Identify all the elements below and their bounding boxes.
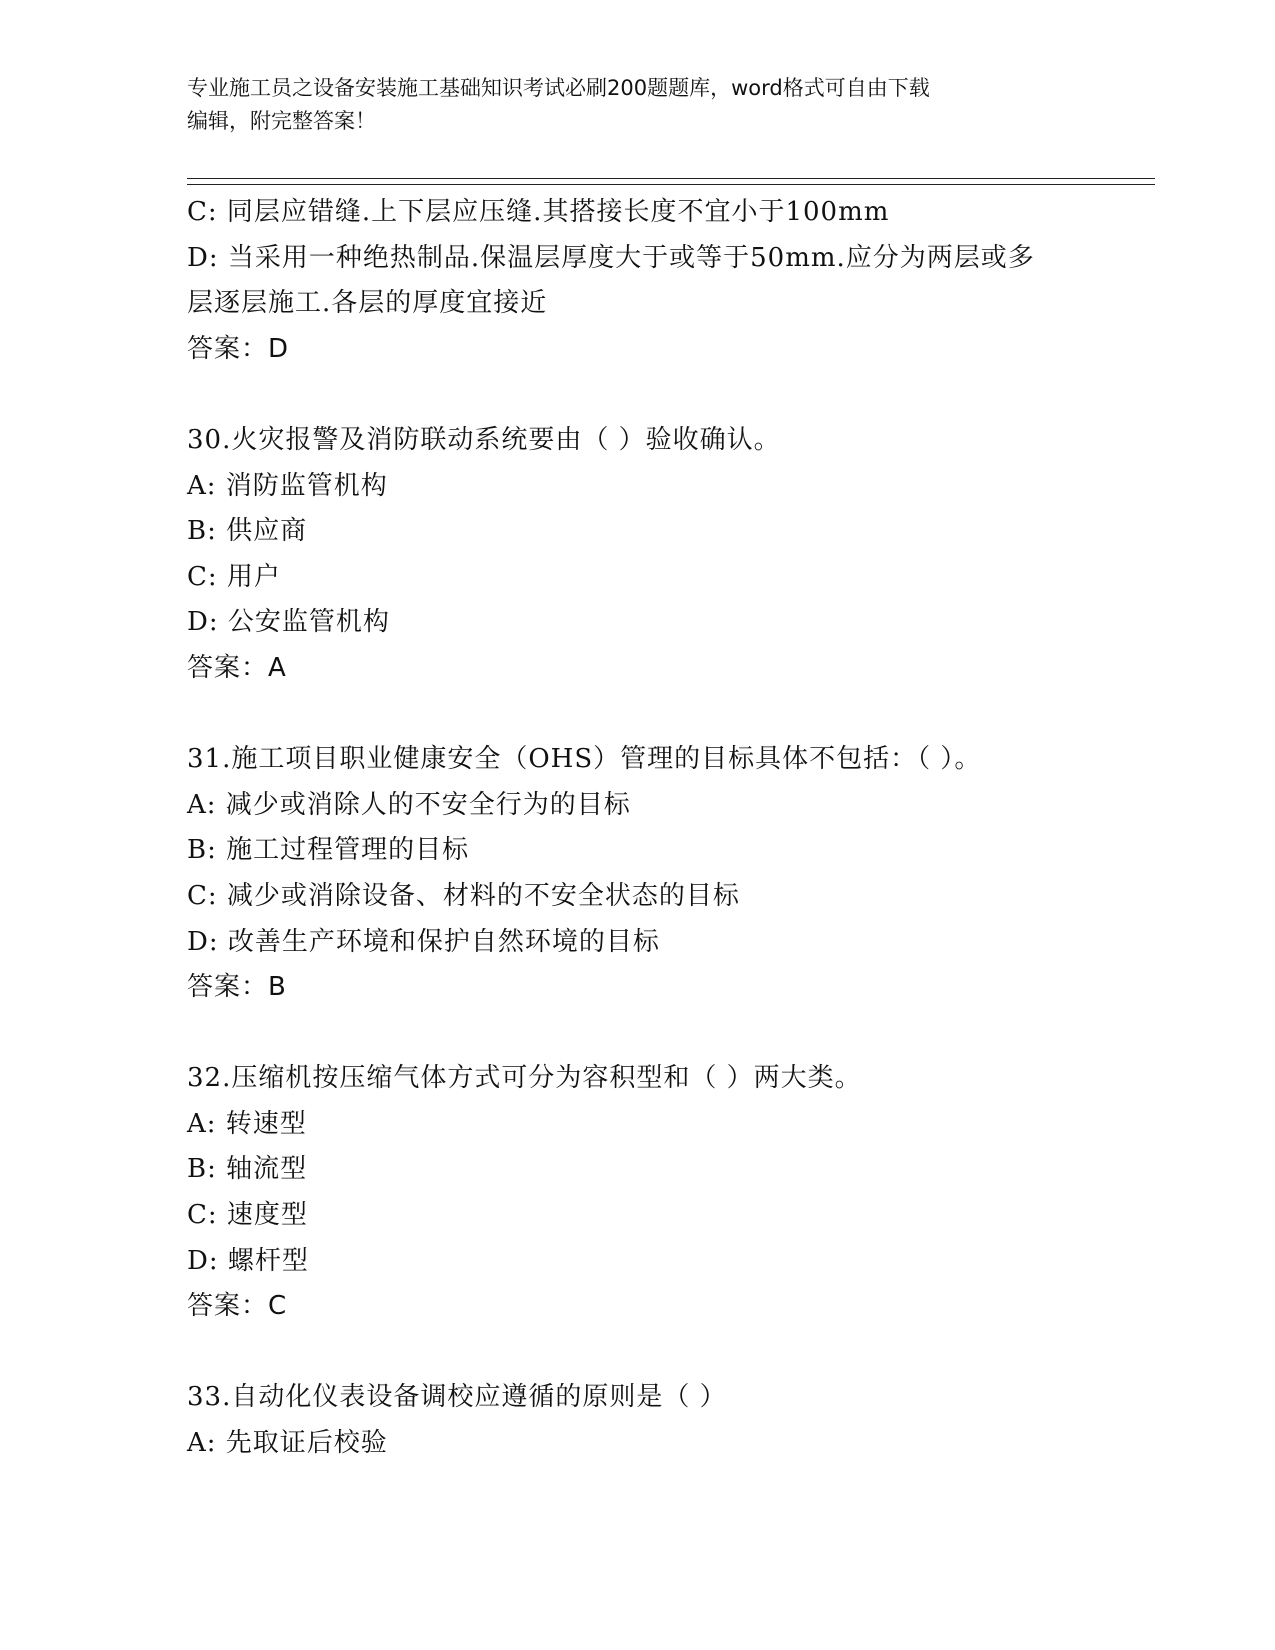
option-c: C: 速度型 — [187, 1200, 308, 1231]
option-c: C: 减少或消除设备、材料的不安全状态的目标 — [187, 880, 740, 911]
spacer — [187, 372, 1137, 418]
header-title-line-2: 编辑，附完整答案！ — [187, 109, 376, 133]
option-a: A: 消防监管机构 — [187, 470, 388, 501]
answer: 答案：B — [187, 972, 287, 1003]
question-content — [187, 190, 1137, 1467]
answer: 答案：D — [187, 333, 290, 364]
question-32 — [187, 1056, 1137, 1330]
question-stem: 33.自动化仪表设备调校应遵循的原则是（ ） — [187, 1382, 727, 1413]
question-stem: 31.施工项目职业健康安全（OHS）管理的目标具体不包括：（ ）。 — [187, 744, 982, 775]
answer: 答案：C — [187, 1291, 288, 1322]
option-a: A: 先取证后校验 — [187, 1428, 388, 1459]
option-c: C: 用户 — [187, 561, 281, 592]
answer: 答案：A — [187, 652, 287, 683]
option-d: D: 改善生产环境和保护自然环境的目标 — [187, 926, 660, 957]
option-d-continued: 层逐层施工.各层的厚度宜接近 — [187, 288, 548, 319]
question-30 — [187, 418, 1137, 692]
option-a: A: 转速型 — [187, 1108, 307, 1139]
option-c: C: 同层应错缝.上下层应压缝.其搭接长度不宜小于100mm — [187, 197, 890, 227]
spacer — [187, 1330, 1137, 1376]
header-divider-bottom — [187, 184, 1155, 185]
header-divider-top — [187, 178, 1155, 179]
spacer — [187, 1011, 1137, 1057]
question-stem: 30.火灾报警及消防联动系统要由（ ）验收确认。 — [187, 424, 781, 455]
option-d: D: 公安监管机构 — [187, 607, 390, 638]
document-header — [187, 72, 1087, 138]
continued-question — [187, 190, 1137, 372]
header-title-line-1: 专业施工员之设备安装施工基础知识考试必刷200题题库，word格式可自由下载 — [187, 76, 930, 100]
option-b: B: 供应商 — [187, 516, 308, 547]
question-33 — [187, 1375, 1137, 1466]
option-d: D: 螺杆型 — [187, 1245, 309, 1276]
option-b: B: 施工过程管理的目标 — [187, 835, 470, 866]
spacer — [187, 692, 1137, 738]
option-d: D: 当采用一种绝热制品.保温层厚度大于或等于50mm.应分为两层或多 — [187, 242, 1035, 273]
question-stem: 32.压缩机按压缩气体方式可分为容积型和（ ）两大类。 — [187, 1063, 862, 1094]
option-b: B: 轴流型 — [187, 1154, 308, 1185]
question-31 — [187, 737, 1137, 1011]
option-a: A: 减少或消除人的不安全行为的目标 — [187, 789, 631, 820]
